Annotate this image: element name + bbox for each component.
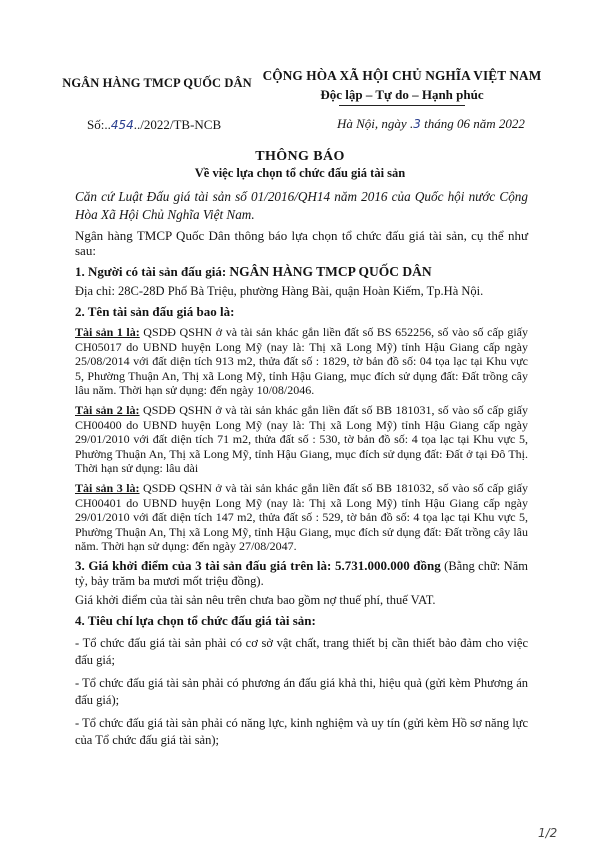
section-1-label: 1. Người có tài sản đấu giá: [75,264,230,280]
document-number [87,117,221,133]
page-mark: 1/2 [538,826,558,840]
intro-paragraph: Ngân hàng TMCP Quốc Dân thông báo lựa chọn tổ chức đấu giá tài sản, cụ thể như sau: [75,228,528,258]
section-1-heading [75,265,528,280]
criteria-item: - Tổ chức đấu giá tài sản phải có phương án đấu giá khả thi, hiệu quả (gửi kèm Phương án đấu giá); [75,676,528,708]
price-note: Giá khởi điểm của tài sản nêu trên chưa bao gồm nợ thuế phí, thuế VAT. [75,592,436,607]
docno-suffix: ../2022/TB-NCB [133,117,222,132]
asset-description: QSDĐ QSHN ở và tài sản khác gắn liền đất số BB 181032, số vào số cấp giấy CH00401 do UBND huyện Long Mỹ (nay là: Thị xã Long Mỹ) tỉnh Hậu Giang cấp ngày 29/01/2010 với đất diện tích 147 m2, thửa đất số : 529, tờ bản đồ số: 4 tọa lạc tại Khu vực 5, Phường Thuận An, Thị xã Long Mỹ, tỉnh Hậu Giang, mục đích sử dụng đất: Đất trồng cây lâu năm. Thời hạn sử dụng: đến ngày 27/08/2047. [75,480,529,554]
national-motto: Độc lập – Tự do – Hạnh phúc [320,87,484,102]
docno-prefix: Số:.. [87,117,111,132]
asset-owner: NGÂN HÀNG TMCP QUỐC DÂN [229,264,432,280]
criteria-item: - Tổ chức đấu giá tài sản phải có cơ sở vật chất, trang thiết bị cần thiết bảo đảm cho việc đấu giá; [75,636,528,668]
legal-basis: Căn cứ Luật Đấu giá tài sản số 01/2016/QH14 năm 2016 của Quốc hội nước Cộng Hòa Xã Hội Chủ Nghĩa Việt Nam. [75,189,528,222]
national-header [252,68,552,106]
date-prefix: Hà Nội, ngày . [337,116,414,131]
asset-item [75,325,528,398]
asset-label: Tài sản 3 là: [75,480,140,495]
section-3-starting-price [75,558,528,590]
document-title: THÔNG BÁO [255,149,345,164]
section-4-heading: 4. Tiêu chí lựa chọn tổ chức đấu giá tài sản: [75,613,316,629]
motto-underline [339,105,465,106]
asset-label: Tài sản 1 là: [75,324,140,339]
asset-item [75,403,528,476]
asset-label: Tài sản 2 là: [75,402,140,417]
asset-description: QSDĐ QSHN ở và tài sản khác gắn liền đất số BB 181031, số vào số cấp giấy CH00400 do UBND huyện Long Mỹ (nay là: Thị xã Long Mỹ) tỉnh Hậu Giang cấp ngày 29/01/2010 với đất diện tích 71 m2, thửa đất số : 530, tờ bản đồ số: 4 tọa lạc tại Khu vực 5, Phường Thuận An, Thị xã Long Mỹ, tỉnh Hậu Giang, mục đích sử dụng đất: Đất ở tại Đô Thị. Thời hạn sử dụng: lâu dài [75,402,529,476]
date-suffix: tháng 06 năm 2022 [420,116,525,131]
section-2-heading: 2. Tên tài sản đấu giá bao là: [75,304,235,320]
asset-description: QSDĐ QSHN ở và tài sản khác gắn liền đất số BS 652256, số vào số cấp giấy CH05017 do UBND huyện Long Mỹ (nay là: Thị xã Long Mỹ) tỉnh Hậu Giang cấp ngày 25/08/2014 với đất diện tích 913 m2, thửa đất số : 1829, tờ bản đồ số: 04 tọa lạc tại Khu vực 5, Phường Thuận An, Thị xã Long Mỹ, tỉnh Hậu Giang, mục đích sử dụng đất: Đất trồng cây lâu năm. Thời hạn sử dụng: đến ngày 10/08/2046. [75,324,528,398]
date-handwritten-day: 3 [413,117,421,131]
country-name: CỘNG HÒA XÃ HỘI CHỦ NGHĨA VIỆT NAM [262,68,542,83]
date-line [337,116,525,132]
criteria-item: - Tổ chức đấu giá tài sản phải có năng lực, kinh nghiệm và uy tín (gửi kèm Hồ sơ năng lực của Tổ chức đấu giá tài sản); [75,716,528,748]
owner-address: Địa chỉ: 28C-28D Phố Bà Triệu, phường Hàng Bài, quận Hoàn Kiếm, Tp.Hà Nội. [75,283,484,298]
document-subtitle: Về việc lựa chọn tổ chức đấu giá tài sản [194,166,406,180]
issuer-name: NGÂN HÀNG TMCP QUỐC DÂN [62,76,252,90]
docno-handwritten: 454 [110,118,134,132]
price-heading: 3. Giá khởi điểm của 3 tài sản đấu giá trên là: 5.731.000.000 đồng [75,557,441,573]
asset-item [75,481,528,554]
price-in-words: (Bằng chữ: Năm tỷ, bảy trăm ba mươi mốt triệu đồng). [75,558,528,589]
document-body [75,188,528,749]
